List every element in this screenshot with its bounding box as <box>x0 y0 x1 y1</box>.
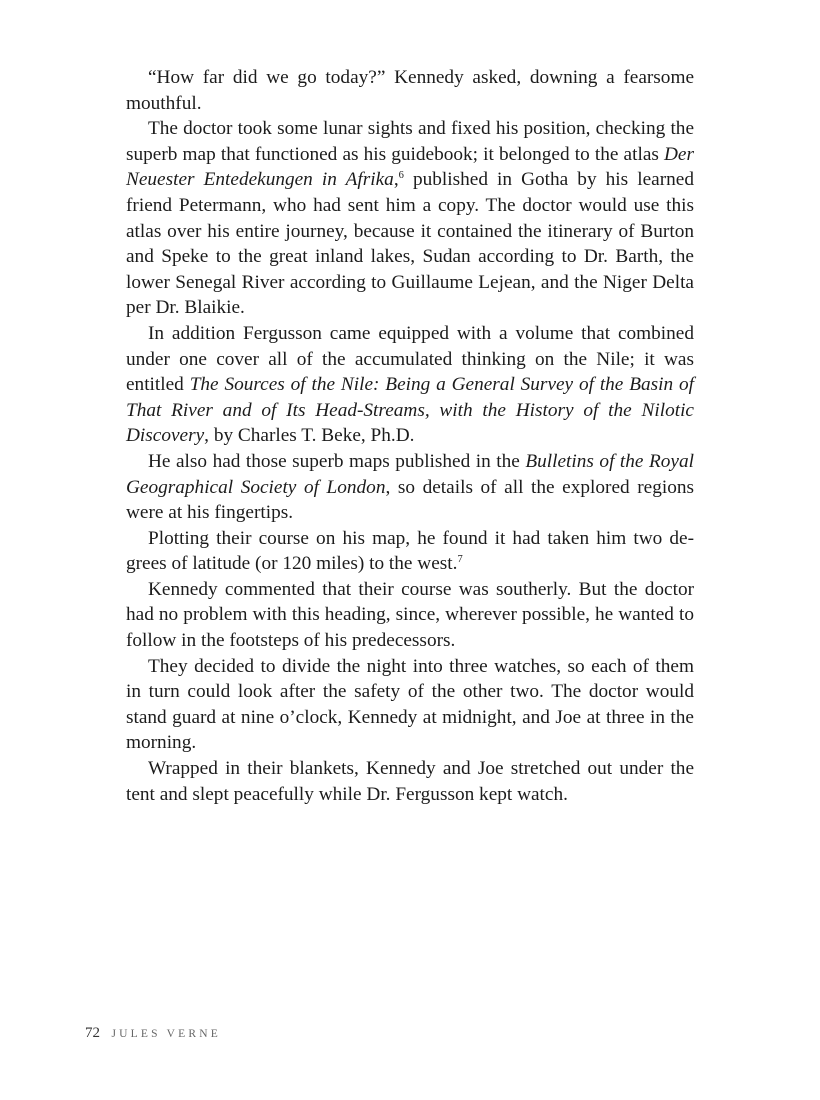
paragraph-text: , so details of all the explored regions were at his fingertips. <box>126 476 694 524</box>
paragraph-text: , <box>393 169 399 191</box>
paragraph <box>126 577 694 654</box>
publication-title: Bulletins of the Royal Geographical Society of London <box>126 450 694 498</box>
paragraph <box>126 449 694 526</box>
paragraph <box>126 65 694 116</box>
paragraph-text: In addition Fergusson came equipped with a volume that combined under one cover all of the accumulated thinking on the Nile; it was entitled <box>126 322 694 396</box>
paragraph-text: published in Gotha by his learned friend Petermann, who had sent him a copy. The doctor would use this atlas over his entire journey, because it contained the itinerary of Burton and Speke to the great inland lakes, Sudan according to Dr. Barth, the lower Senegal River according to Guillaume Lejean, and the Niger Delta per Dr. Blaikie. <box>126 169 694 319</box>
paragraph <box>126 654 694 756</box>
paragraph-text: Plotting their course on his map, he found it had taken him two degrees of latitude (or 120 miles) to the west. <box>126 527 694 575</box>
paragraph <box>126 526 694 577</box>
paragraph-text: He also had those superb maps published in the <box>148 450 526 472</box>
paragraph-text: The doctor took some lunar sights and fixed his position, checking the superb map that functioned as his guidebook; it belonged to the atlas <box>126 118 694 165</box>
paragraph-text: Wrapped in their blankets, Kennedy and Joe stretched out under the tent and slept peacefully while Dr. Fergusson kept watch. <box>126 758 694 805</box>
paragraph-text: , by Charles T. Beke, Ph.D. <box>204 425 415 447</box>
page-footer <box>85 1024 221 1043</box>
footnote-ref: 7 <box>457 554 463 566</box>
paragraph-text: Kennedy commented that their course was southerly. But the doctor had no problem with this heading, since, wherever possible, he wanted to follow in the footsteps of his predecessors. <box>126 578 694 652</box>
book-title: The Sources of the Nile: Being a General Survey of the Basin of That River and of Its Head-Streams, with the History of the Nilotic Discovery <box>126 374 694 447</box>
paragraph <box>126 756 694 807</box>
paragraph <box>126 116 694 321</box>
book-title: Der Neuester Entedekungen in Afrika <box>126 143 694 191</box>
paragraph-text: “How far did we go today?” Kennedy asked, downing a fearsome mouthful. <box>126 67 694 114</box>
running-head-author: JULES VERNE <box>111 1028 221 1040</box>
footnote-ref: 6 <box>398 170 404 182</box>
page-number: 72 <box>85 1025 100 1041</box>
paragraph <box>126 321 694 449</box>
paragraph-text: They decided to divide the night into three watches, so each of them in turn could look after the safety of the other two. The doctor would stand guard at nine o’clock, Kennedy at midnight, and Joe at three in the morning. <box>126 655 694 754</box>
body-text <box>126 65 694 807</box>
